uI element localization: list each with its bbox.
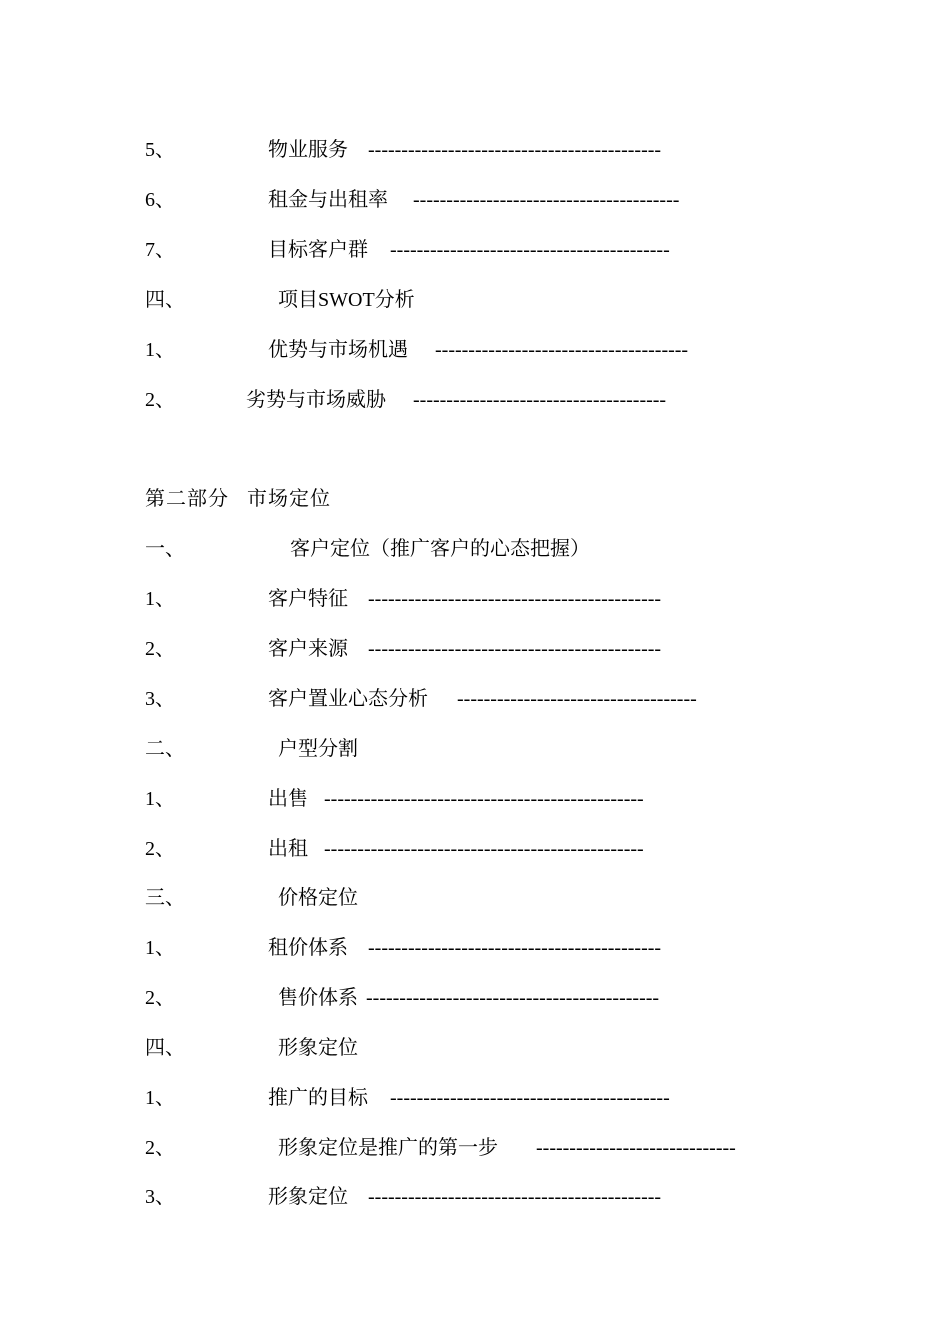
- toc-title: 出租: [268, 838, 308, 860]
- toc-number: 1、: [145, 588, 175, 610]
- toc-number: 三、: [145, 887, 185, 909]
- toc-number: 2、: [145, 987, 175, 1009]
- toc-title: 客户特征: [268, 588, 348, 610]
- toc-number: 2、: [145, 389, 175, 411]
- toc-leader: --------------------------------------------: [368, 139, 662, 161]
- toc-number: 四、: [145, 1037, 185, 1059]
- toc-number: 3、: [145, 688, 175, 710]
- toc-section-title: 形象定位: [278, 1037, 358, 1059]
- toc-leader: --------------------------------------------: [368, 588, 662, 610]
- toc-number: 一、: [145, 538, 185, 560]
- toc-number: 2、: [145, 638, 175, 660]
- toc-number: 5、: [145, 139, 175, 161]
- toc-leader: --------------------------------------------: [366, 987, 660, 1009]
- toc-leader: --------------------------------------: [435, 339, 689, 361]
- toc-title: 推广的目标: [268, 1087, 368, 1109]
- toc-title: 租金与出租率: [268, 189, 388, 211]
- toc-leader: --------------------------------------: [413, 389, 667, 411]
- toc-leader: ------------------------------------------------: [324, 838, 644, 860]
- toc-leader: ------------------------------------------------: [324, 788, 644, 810]
- toc-section-title: 项目SWOT分析: [278, 289, 415, 311]
- toc-leader: ------------------------------------------: [390, 239, 670, 261]
- toc-number: 四、: [145, 289, 185, 311]
- toc-title: 形象定位是推广的第一步: [278, 1137, 498, 1159]
- toc-leader: --------------------------------------------: [368, 937, 662, 959]
- toc-leader: ------------------------------: [536, 1137, 736, 1159]
- toc-title: 客户来源: [268, 638, 348, 660]
- toc-title: 物业服务: [268, 139, 348, 161]
- toc-title: 客户置业心态分析: [268, 688, 428, 710]
- part-title: 第二部分 市场定位: [145, 488, 331, 510]
- toc-section-title: 户型分割: [278, 738, 358, 760]
- toc-number: 2、: [145, 1137, 175, 1159]
- toc-leader: ------------------------------------------: [390, 1087, 670, 1109]
- toc-number: 1、: [145, 339, 175, 361]
- toc-title: 售价体系: [278, 987, 358, 1009]
- toc-number: 1、: [145, 788, 175, 810]
- toc-title: 优势与市场机遇: [268, 339, 408, 361]
- toc-title: 租价体系: [268, 937, 348, 959]
- toc-title: 目标客户群: [268, 239, 368, 261]
- toc-number: 3、: [145, 1186, 175, 1208]
- toc-number: 6、: [145, 189, 175, 211]
- toc-number: 7、: [145, 239, 175, 261]
- toc-section-title: 客户定位（推广客户的心态把握）: [290, 538, 590, 560]
- toc-number: 1、: [145, 1087, 175, 1109]
- toc-title: 出售: [268, 788, 308, 810]
- toc-leader: --------------------------------------------: [368, 638, 662, 660]
- toc-leader: --------------------------------------------: [368, 1186, 662, 1208]
- toc-title: 劣势与市场威胁: [246, 389, 386, 411]
- toc-title: 形象定位: [268, 1186, 348, 1208]
- toc-number: 2、: [145, 838, 175, 860]
- toc-number: 1、: [145, 937, 175, 959]
- toc-number: 二、: [145, 738, 185, 760]
- toc-section-title: 价格定位: [278, 887, 358, 909]
- toc-leader: ------------------------------------: [457, 688, 697, 710]
- toc-leader: ----------------------------------------: [413, 189, 680, 211]
